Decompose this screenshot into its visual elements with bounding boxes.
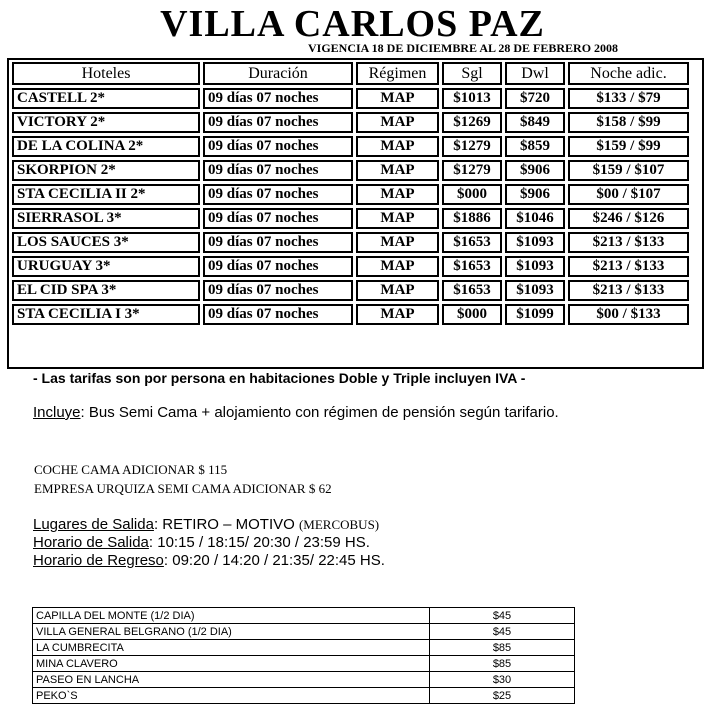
duration-cell: 09 días 07 noches xyxy=(203,208,353,229)
extra-night-price-cell: $158 / $99 xyxy=(568,112,689,133)
excursion-name: PASEO EN LANCHA xyxy=(33,672,430,688)
regimen-cell: MAP xyxy=(356,184,439,205)
excursion-row xyxy=(33,608,575,624)
hotel-name-cell: EL CID SPA 3* xyxy=(12,280,200,301)
excursion-price: $45 xyxy=(430,608,575,624)
dwl-price-cell: $906 xyxy=(505,184,565,205)
dwl-price-cell: $1046 xyxy=(505,208,565,229)
table-row xyxy=(12,136,689,157)
table-header-row xyxy=(12,62,689,85)
departure-time-line xyxy=(33,534,385,552)
table-row xyxy=(12,88,689,109)
sgl-price-cell: $1653 xyxy=(442,256,502,277)
table-row xyxy=(12,160,689,181)
excursion-row xyxy=(33,656,575,672)
hotel-name-cell: STA CECILIA II 2* xyxy=(12,184,200,205)
excursion-row xyxy=(33,624,575,640)
duration-cell: 09 días 07 noches xyxy=(203,184,353,205)
excursion-price: $85 xyxy=(430,656,575,672)
extra-night-price-cell: $159 / $107 xyxy=(568,160,689,181)
table-row xyxy=(12,304,689,325)
regimen-cell: MAP xyxy=(356,88,439,109)
regimen-cell: MAP xyxy=(356,232,439,253)
hotel-rates-table xyxy=(9,59,692,328)
hotel-name-cell: LOS SAUCES 3* xyxy=(12,232,200,253)
excursion-name: MINA CLAVERO xyxy=(33,656,430,672)
extra-night-price-cell: $213 / $133 xyxy=(568,256,689,277)
duration-cell: 09 días 07 noches xyxy=(203,304,353,325)
includes-label: Incluye xyxy=(33,404,81,421)
dwl-price-cell: $1093 xyxy=(505,232,565,253)
regimen-cell: MAP xyxy=(356,112,439,133)
sgl-price-cell: $000 xyxy=(442,184,502,205)
sgl-price-cell: $000 xyxy=(442,304,502,325)
extra-urquiza: EMPRESA URQUIZA SEMI CAMA ADICIONAR $ 62 xyxy=(34,481,332,496)
extra-night-price-cell: $213 / $133 xyxy=(568,280,689,301)
excursion-price: $85 xyxy=(430,640,575,656)
dwl-price-cell: $859 xyxy=(505,136,565,157)
excursion-price: $45 xyxy=(430,624,575,640)
dwl-price-cell: $1093 xyxy=(505,280,565,301)
dwl-price-cell: $1099 xyxy=(505,304,565,325)
sgl-price-cell: $1886 xyxy=(442,208,502,229)
validity-period: VIGENCIA 18 DE DICIEMBRE AL 28 DE FEBRERO 2008 xyxy=(308,41,619,55)
places-note: (MERCOBUS) xyxy=(298,517,380,532)
header-hoteles: Hoteles xyxy=(12,62,200,85)
table-row xyxy=(12,280,689,301)
header-sgl: Sgl xyxy=(442,62,502,85)
places-label: Lugares de Salida xyxy=(33,516,154,533)
duration-cell: 09 días 07 noches xyxy=(203,232,353,253)
table-row xyxy=(12,112,689,133)
departure-time-value: : 10:15 / 18:15/ 20:30 / 23:59 HS. xyxy=(148,534,370,551)
dwl-price-cell: $720 xyxy=(505,88,565,109)
places-value: : RETIRO – MOTIVO xyxy=(153,516,299,533)
excursion-row xyxy=(33,640,575,656)
sgl-price-cell: $1269 xyxy=(442,112,502,133)
excursion-price: $25 xyxy=(430,688,575,704)
dwl-price-cell: $849 xyxy=(505,112,565,133)
excursion-row xyxy=(33,688,575,704)
extra-night-price-cell: $00 / $107 xyxy=(568,184,689,205)
dwl-price-cell: $906 xyxy=(505,160,565,181)
extra-night-price-cell: $133 / $79 xyxy=(568,88,689,109)
table-row xyxy=(12,232,689,253)
regimen-cell: MAP xyxy=(356,136,439,157)
extra-coche-cama: COCHE CAMA ADICIONAR $ 115 xyxy=(34,462,228,477)
return-time-value: : 09:20 / 14:20 / 21:35/ 22:45 HS. xyxy=(163,552,385,569)
excursion-name: PEKO`S xyxy=(33,688,430,704)
hotel-name-cell: DE LA COLINA 2* xyxy=(12,136,200,157)
hotel-name-cell: VICTORY 2* xyxy=(12,112,200,133)
header-dwl: Dwl xyxy=(505,62,565,85)
departure-time-label: Horario de Salida xyxy=(33,534,149,551)
extra-night-price-cell: $246 / $126 xyxy=(568,208,689,229)
dwl-price-cell: $1093 xyxy=(505,256,565,277)
excursion-price: $30 xyxy=(430,672,575,688)
page-title: VILLA CARLOS PAZ xyxy=(160,3,545,45)
extra-night-price-cell: $00 / $133 xyxy=(568,304,689,325)
duration-cell: 09 días 07 noches xyxy=(203,112,353,133)
header-regimen: Régimen xyxy=(356,62,439,85)
regimen-cell: MAP xyxy=(356,280,439,301)
departure-places-line xyxy=(33,516,385,534)
sgl-price-cell: $1013 xyxy=(442,88,502,109)
includes-text: : Bus Semi Cama + alojamiento con régimen de pensión según tarifario. xyxy=(80,404,559,421)
regimen-cell: MAP xyxy=(356,208,439,229)
hotel-name-cell: STA CECILIA I 3* xyxy=(12,304,200,325)
hotel-name-cell: URUGUAY 3* xyxy=(12,256,200,277)
return-time-label: Horario de Regreso xyxy=(33,552,164,569)
hotel-name-cell: CASTELL 2* xyxy=(12,88,200,109)
hotel-name-cell: SIERRASOL 3* xyxy=(12,208,200,229)
excursion-name: VILLA GENERAL BELGRANO (1/2 DIA) xyxy=(33,624,430,640)
excursions-table xyxy=(32,607,575,704)
includes-paragraph xyxy=(33,403,653,422)
table-row xyxy=(12,184,689,205)
excursion-name: LA CUMBRECITA xyxy=(33,640,430,656)
rates-note: - Las tarifas son por persona en habitaciones Doble y Triple incluyen IVA - xyxy=(33,370,526,386)
sgl-price-cell: $1653 xyxy=(442,280,502,301)
hotel-name-cell: SKORPION 2* xyxy=(12,160,200,181)
sgl-price-cell: $1653 xyxy=(442,232,502,253)
excursion-name: CAPILLA DEL MONTE (1/2 DIA) xyxy=(33,608,430,624)
header-duracion: Duración xyxy=(203,62,353,85)
sgl-price-cell: $1279 xyxy=(442,136,502,157)
extras-list xyxy=(34,460,332,498)
duration-cell: 09 días 07 noches xyxy=(203,88,353,109)
extra-night-price-cell: $159 / $99 xyxy=(568,136,689,157)
regimen-cell: MAP xyxy=(356,256,439,277)
header-noche-adic: Noche adic. xyxy=(568,62,689,85)
excursion-row xyxy=(33,672,575,688)
duration-cell: 09 días 07 noches xyxy=(203,136,353,157)
extra-night-price-cell: $213 / $133 xyxy=(568,232,689,253)
table-row xyxy=(12,208,689,229)
departure-info xyxy=(33,516,385,570)
sgl-price-cell: $1279 xyxy=(442,160,502,181)
regimen-cell: MAP xyxy=(356,304,439,325)
regimen-cell: MAP xyxy=(356,160,439,181)
duration-cell: 09 días 07 noches xyxy=(203,160,353,181)
duration-cell: 09 días 07 noches xyxy=(203,256,353,277)
return-time-line xyxy=(33,552,385,570)
table-row xyxy=(12,256,689,277)
duration-cell: 09 días 07 noches xyxy=(203,280,353,301)
